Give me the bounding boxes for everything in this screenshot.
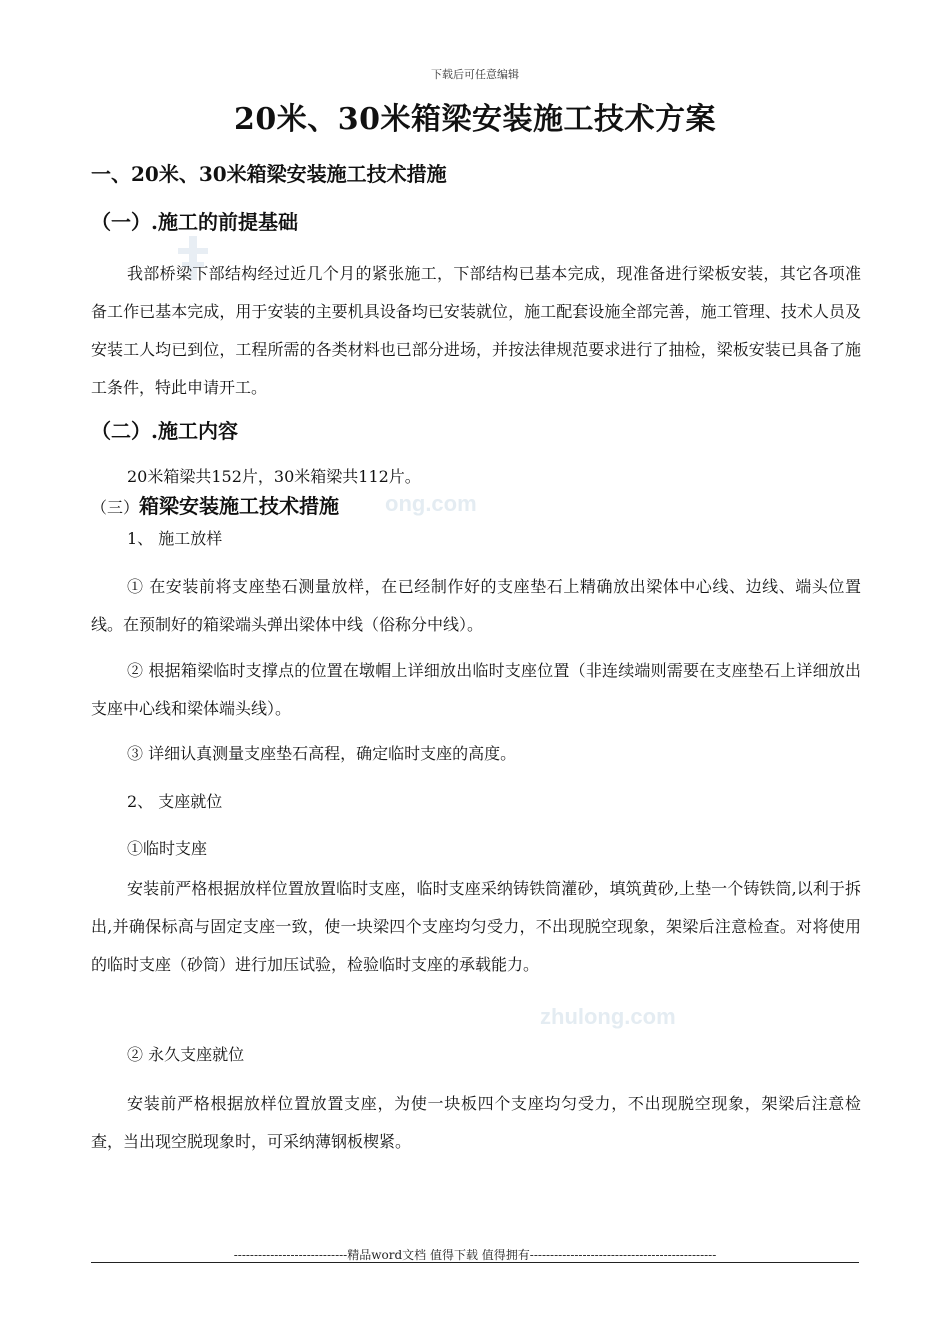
subsection-prefix: （三） <box>91 498 140 517</box>
item-heading-2: 2、 支座就位 <box>127 792 223 811</box>
paragraph-permanent-support: 安装前严格根据放样位置放置支座，为使一块板四个支座均匀受力，不出现脱空现象，架梁后注意检查，当出现空脱现象时，可采纳薄钢板楔紧。 <box>91 1094 861 1151</box>
item-heading-2b: ② 永久支座就位 <box>127 1045 245 1064</box>
footer-text: ----------------------------精品word文档 值得下载 值得拥有---------------------------------------------- <box>233 1248 717 1262</box>
subsection-heading-1: （一）.施工的前提基础 <box>91 210 298 234</box>
paragraph-prerequisites: 我部桥梁下部结构经过近几个月的紧张施工，下部结构已基本完成，现准备进行梁板安装，其它各项准备工作已基本完成，用于安装的主要机具设备均已安装就位，施工配套设施全部完善，施工管理、技术人员及安装工人均已到位，工程所需的各类材料也已部分进场，并按法律规范要求进行了抽检，梁板安装已具备了施工条件，特此申请开工。 <box>91 264 861 397</box>
paragraph-item-1b: ② 根据箱梁临时支撑点的位置在墩帽上详细放出临时支座位置（非连续端则需要在支座垫石上详细放出支座中心线和梁体端头线）。 <box>91 661 861 718</box>
footer-divider <box>91 1262 859 1263</box>
subsection-title: 箱梁安装施工技术措施 <box>139 494 340 518</box>
paragraph-item-1a: ① 在安装前将支座垫石测量放样，在已经制作好的支座垫石上精确放出梁体中心线、边线、端头位置线。在预制好的箱梁端头弹出梁体中线（俗称分中线）。 <box>91 577 861 634</box>
subsection-heading-3 <box>91 490 339 519</box>
paragraph-content: 20米箱梁共152片，30米箱梁共112片。 <box>127 467 421 486</box>
watermark-text: ong.com <box>385 491 477 516</box>
subsection-heading-2: （二）.施工内容 <box>91 419 238 443</box>
paragraph-temporary-support: 安装前严格根据放样位置放置临时支座，临时支座采纳铸铁筒灌砂，填筑黄砂,上垫一个铸铁筒,以利于拆出,并确保标高与固定支座一致，使一块梁四个支座均匀受力，不出现脱空现象，架梁后注意检查。对将使用的临时支座（砂筒）进行加压试验，检验临时支座的承载能力。 <box>91 879 861 974</box>
header-note: 下载后可任意编辑 <box>431 68 519 81</box>
section-heading-1: 一、20米、30米箱梁安装施工技术措施 <box>91 162 447 186</box>
watermark-text-2: zhulong.com <box>540 1004 676 1029</box>
item-heading-2a: ①临时支座 <box>127 839 208 858</box>
document-title: 20米、30米箱梁安装施工技术方案 <box>234 102 716 137</box>
paragraph-item-1c: ③ 详细认真测量支座垫石高程，确定临时支座的高度。 <box>127 744 517 763</box>
item-heading-1: 1、 施工放样 <box>127 529 223 548</box>
